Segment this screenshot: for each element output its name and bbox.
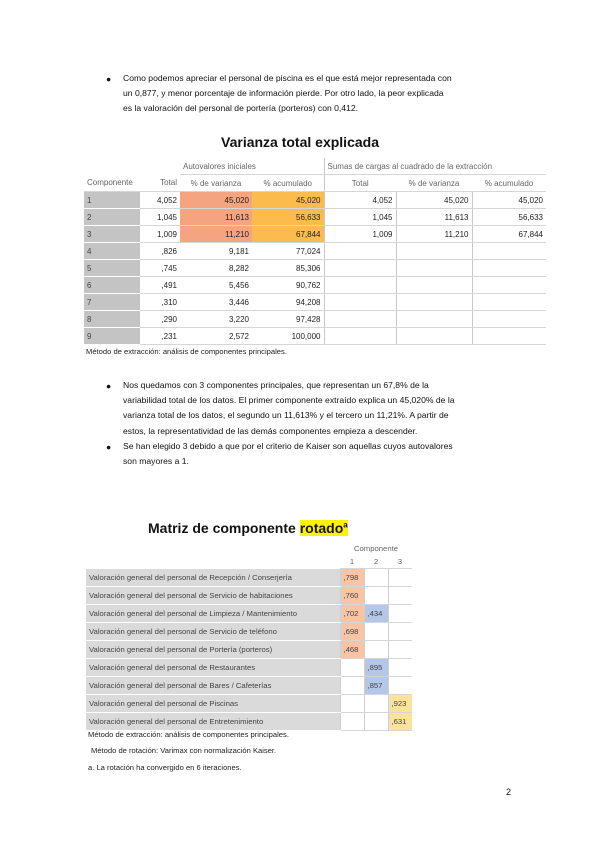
ext-acumulado-cell [472,294,546,311]
acumulado-cell: 85,306 [252,260,324,277]
para-line: son mayores a 1. [123,456,189,467]
para-line: Nos quedamos con 3 componentes principales, que representan un 67,8% de la [123,380,429,390]
varianza-cell: 8,282 [180,260,252,277]
intro-paragraph [123,71,452,117]
table-row [86,569,412,587]
table-row [84,277,546,294]
total-cell: ,745 [140,260,180,277]
ext-total-cell: 1,009 [324,226,396,243]
intro-line: es la valoración del personal de portería (porteros) con 0,412. [123,103,359,114]
acumulado-cell: 77,024 [252,243,324,260]
col-header-1: 1 [340,555,364,569]
ext-total-cell: 1,045 [324,209,396,226]
ext-varianza-cell [396,294,472,311]
ext-acumulado-cell [472,311,546,328]
col-header-ext-acumulado: % acumulado [472,175,546,192]
ext-acumulado-cell [472,277,546,294]
table-row [84,192,546,209]
acumulado-cell: 94,208 [252,294,324,311]
row-label: 9 [84,328,140,345]
row-label: 2 [84,209,140,226]
ext-varianza-cell [396,243,472,260]
varianza-cell: 3,446 [180,294,252,311]
varianza-cell: 5,456 [180,277,252,294]
ext-varianza-cell: 11,210 [396,226,472,243]
variance-table [84,158,546,345]
table-row [84,209,546,226]
loading-cell [340,695,364,713]
col-header-2: 2 [364,555,388,569]
col-header-ext-varianza: % de varianza [396,175,472,192]
table-row [86,587,412,605]
row-label: 7 [84,294,140,311]
loading-cell: ,760 [340,587,364,605]
table2-note-extraction: Método de extracción: análisis de componentes principales. [88,730,289,739]
ext-total-cell [324,243,396,260]
varianza-cell: 3,220 [180,311,252,328]
acumulado-cell: 67,844 [252,226,324,243]
ext-acumulado-cell [472,260,546,277]
ext-total-cell [324,277,396,294]
ext-total-cell [324,311,396,328]
table2-title [148,520,348,536]
table-row [84,226,546,243]
loading-cell: ,468 [340,641,364,659]
ext-acumulado-cell: 56,633 [472,209,546,226]
ext-total-cell [324,294,396,311]
para-line: Se han elegido 3 debido a que por el criterio de Kaiser son aquellas cuyos autovalores [123,441,453,451]
loading-cell [388,659,412,677]
row-label: Valoración general del personal de Servicio de habitaciones [86,587,340,605]
bullet-icon: ● [106,442,112,452]
row-label: 1 [84,192,140,209]
varianza-cell: 11,210 [180,226,252,243]
total-cell: 1,045 [140,209,180,226]
intro-line: un 0,877, y menor porcentaje de información pierde. Por otro lado, la peor explicada [123,88,444,99]
table-row [84,328,546,345]
row-label: Valoración general del personal de Restaurantes [86,659,340,677]
table-row [86,623,412,641]
para-line: variabilidad total de los datos. El primer componente extraído explica un 45,020% de la [123,395,455,406]
total-cell: ,290 [140,311,180,328]
loading-cell [388,605,412,623]
loading-cell: ,698 [340,623,364,641]
loading-cell [340,677,364,695]
acumulado-cell: 45,020 [252,192,324,209]
row-label: Valoración general del personal de Entretenimiento [86,713,340,731]
table-row [84,243,546,260]
group-header-initial: Autovalores iniciales [180,158,324,175]
loading-cell [340,659,364,677]
table1-title: Varianza total explicada [221,134,379,150]
rotated-component-matrix [86,542,412,731]
row-label: Valoración general del personal de Portería (porteros) [86,641,340,659]
para-line: estos, la representatividad de las demás componentes empieza a descender. [123,425,418,436]
loading-cell [364,641,388,659]
intro-line: Como podemos apreciar el personal de piscina es el que está mejor representada con [123,73,452,83]
table-row [84,294,546,311]
ext-acumulado-cell: 45,020 [472,192,546,209]
loading-cell [340,713,364,731]
ext-acumulado-cell [472,243,546,260]
loading-cell [364,623,388,641]
bullet-icon: ● [106,381,112,391]
ext-total-cell [324,328,396,345]
row-label: 6 [84,277,140,294]
ext-varianza-cell [396,311,472,328]
acumulado-cell: 90,762 [252,277,324,294]
kaiser-paragraph [123,439,453,469]
row-label: Valoración general del personal de Servicio de teléfono [86,623,340,641]
loading-cell: ,631 [388,713,412,731]
bullet-icon: ● [106,74,112,84]
group-header-componente: Componente [353,544,399,553]
ext-varianza-cell [396,328,472,345]
row-label: Valoración general del personal de Recepción / Conserjería [86,569,340,587]
loading-cell [388,623,412,641]
total-cell: 4,052 [140,192,180,209]
group-header-extraction: Sumas de cargas al cuadrado de la extracción [324,158,546,175]
table-row [84,260,546,277]
ext-varianza-cell [396,260,472,277]
total-cell: ,826 [140,243,180,260]
varianza-cell: 11,613 [180,209,252,226]
page-number: 2 [506,787,512,797]
table-row [86,605,412,623]
ext-total-cell: 4,052 [324,192,396,209]
loading-cell [364,587,388,605]
row-label: Valoración general del personal de Limpieza / Mantenimiento [86,605,340,623]
table-row [86,713,412,731]
loading-cell: ,923 [388,695,412,713]
varianza-cell: 45,020 [180,192,252,209]
loading-cell [388,587,412,605]
col-header-componente: Componente [84,175,140,192]
varianza-cell: 2,572 [180,328,252,345]
row-label: 8 [84,311,140,328]
ext-varianza-cell [396,277,472,294]
ext-total-cell [324,260,396,277]
table2-note-convergence: a. La rotación ha convergido en 6 iteraciones. [88,763,242,772]
ext-varianza-cell: 45,020 [396,192,472,209]
loading-cell [364,695,388,713]
col-header-varianza: % de varianza [180,175,252,192]
loading-cell [364,569,388,587]
loading-cell: ,702 [340,605,364,623]
para-line: varianza total de los datos, el segundo un 11,613% y el tercero un 11,21%. A partir de [123,410,449,421]
row-label: 3 [84,226,140,243]
row-label: 5 [84,260,140,277]
row-label: Valoración general del personal de Bares / Cafeterías [86,677,340,695]
loading-cell [388,641,412,659]
col-header-ext-total: Total [324,175,396,192]
table-row [86,695,412,713]
loading-cell: ,895 [364,659,388,677]
total-cell: ,310 [140,294,180,311]
acumulado-cell: 56,633 [252,209,324,226]
total-cell: ,491 [140,277,180,294]
table-row [86,659,412,677]
row-label: Valoración general del personal de Piscinas [86,695,340,713]
loading-cell [388,677,412,695]
table1-note: Método de extracción: análisis de componentes principales. [86,347,287,356]
total-cell: ,231 [140,328,180,345]
ext-acumulado-cell [472,328,546,345]
varianza-cell: 9,181 [180,243,252,260]
table2-title-highlight: rotado$^a$ [299,520,348,536]
acumulado-cell: 97,428 [252,311,324,328]
ext-acumulado-cell: 67,844 [472,226,546,243]
loading-cell: ,857 [364,677,388,695]
table-row [86,641,412,659]
loading-cell [388,569,412,587]
col-header-total: Total [140,175,180,192]
table-row [84,311,546,328]
components-paragraph [123,378,455,439]
table-row [86,677,412,695]
col-header-3: 3 [388,555,412,569]
col-header-acumulado: % acumulado [252,175,324,192]
loading-cell: ,798 [340,569,364,587]
acumulado-cell: 100,000 [252,328,324,345]
row-label: 4 [84,243,140,260]
total-cell: 1,009 [140,226,180,243]
loading-cell [364,713,388,731]
table2-title-main: Matriz de componente [148,520,300,536]
loading-cell: ,434 [364,605,388,623]
table2-note-rotation: Método de rotación: Varimax con normalización Kaiser. [91,746,277,755]
ext-varianza-cell: 11,613 [396,209,472,226]
